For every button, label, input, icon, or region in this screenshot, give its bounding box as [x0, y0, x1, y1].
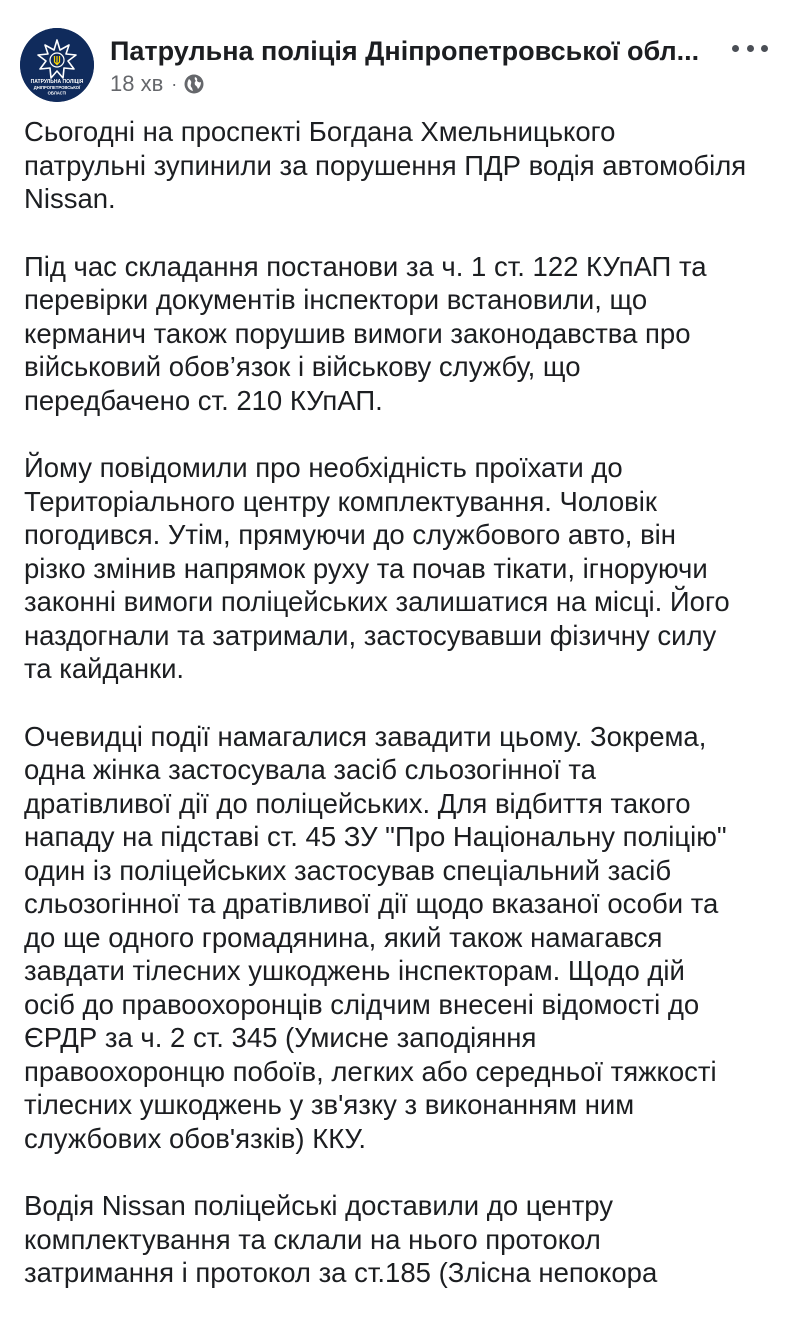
post-paragraph: Водія Nissan поліцейські доставили до центру комплектування та склали на нього протокол затримання і протокол за ст.185 (Злісна непокора	[24, 1190, 658, 1288]
page-avatar[interactable]	[20, 28, 94, 102]
svg-text:ПАТРУЛЬНА ПОЛІЦІЯ: ПАТРУЛЬНА ПОЛІЦІЯ	[30, 79, 84, 85]
more-dot-icon	[732, 45, 739, 52]
page-name-link[interactable]: Патрульна поліція Дніпропетровської обл...	[110, 36, 700, 66]
post-paragraph: Йому повідомили про необхідність проїхати до Територіального центру комплектування. Чоловік погодився. Утім, прямуючи до службового авто, він різко змінив напрямок руху та почав тікати, ігноруючи законні вимоги поліцейських залишатися на місці. Його наздогнали та затримали, застосувавши фізичну силу та кайданки.	[24, 452, 730, 684]
post-meta	[110, 71, 205, 97]
meta-separator: ·	[171, 73, 178, 94]
post-paragraph: Під час складання постанови за ч. 1 ст. 122 КУпАП та перевірки документів інспектори встановили, що керманич також порушив вимоги законодавства про військовий обов’язок і військову службу, що передбачено ст. 210 КУпАП.	[24, 250, 707, 416]
police-badge-logo	[20, 28, 94, 102]
post-header	[0, 0, 790, 110]
more-options-button[interactable]	[732, 38, 768, 58]
more-dot-icon	[747, 45, 754, 52]
svg-text:ДНІПРОПЕТРОВСЬКОЇ: ДНІПРОПЕТРОВСЬКОЇ	[33, 85, 81, 90]
more-dot-icon	[761, 45, 768, 52]
globe-icon[interactable]	[183, 73, 205, 95]
post-paragraph: Сьогодні на проспекті Богдана Хмельницького патрульні зупинили за порушення ПДР водія автомобіля Nissan.	[24, 116, 747, 214]
post-body	[24, 115, 776, 1324]
svg-text:ОБЛАСТІ: ОБЛАСТІ	[47, 90, 67, 96]
post-paragraph: Очевидці події намагалися завадити цьому. Зокрема, одна жінка застосувала засіб сльозогінної та дратівливої дії до поліцейських. Для відбиття такого нападу на підставі ст. 45 ЗУ "Про Національну поліцію" один із поліцейських застосував спеціальний засіб сльозогінної та дратівливої дії щодо вказаної особи та до ще одного громадянина, який також намагався завдати тілесних ушкоджень інспекторам. Щодо дій осіб до правоохоронців слідчим внесені відомості до ЄРДР за ч. 2 ст. 345 (Умисне заподіяння правоохоронцю побоїв, легких або середньої тяжкості тілесних ушкоджень у зв'язку з виконанням ним службових обов'язків) ККУ.	[24, 720, 727, 1154]
post-timestamp[interactable]: 18 хв	[110, 71, 164, 96]
